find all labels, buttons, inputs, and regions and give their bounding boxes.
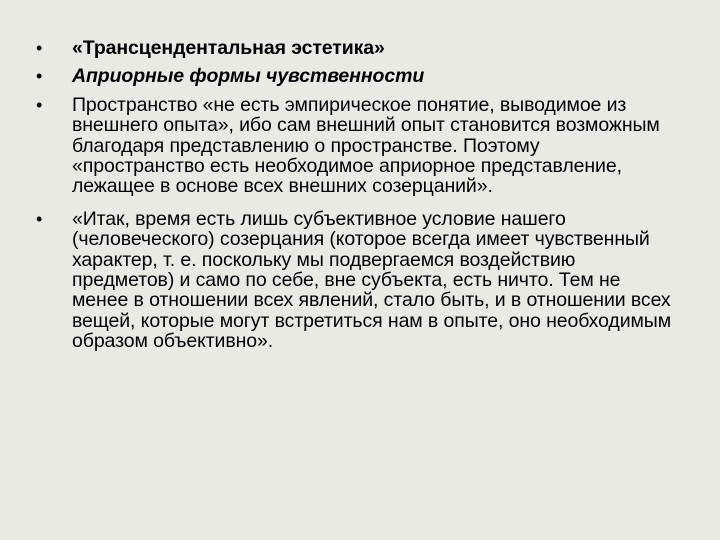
bullet-dot-icon: •	[36, 94, 43, 115]
bullet-dot-icon: •	[36, 66, 43, 87]
bullet-text: «Трансцендентальная эстетика»	[72, 37, 385, 59]
bullet-text: Пространство «не есть эмпирическое понятие, выводимое из внешнего опыта», ибо сам внешний опыт становится возможным благодаря представлению о пространстве. Поэтому «пространство есть необходимое априорное представление, лежащее в основе всех внешних созерцаний».	[72, 93, 660, 198]
bullet-text: Априорные формы чувственности	[72, 65, 425, 88]
bullet-dot-icon: •	[36, 38, 43, 58]
bullet-item-space	[36, 95, 676, 197]
bullet-item-subtitle	[36, 66, 676, 86]
bullet-dot-icon: •	[36, 208, 43, 229]
bullet-item-time	[36, 209, 676, 352]
bullet-list	[36, 38, 676, 358]
bullet-item-title	[36, 38, 676, 58]
bullet-text: «Итак, время есть лишь субъективное условие нашего (человеческого) созерцания (которое всегда имеет чувственный характер, т. е. поскольку мы подвергаемся воздействию предметов) и само по себе, вне субъекта, есть ничто. Тем не менее в отношении всех явлений, стало быть, и в отношении всех вещей, которые могут встретиться нам в опыте, оно необходимым образом объективно».	[72, 207, 672, 353]
